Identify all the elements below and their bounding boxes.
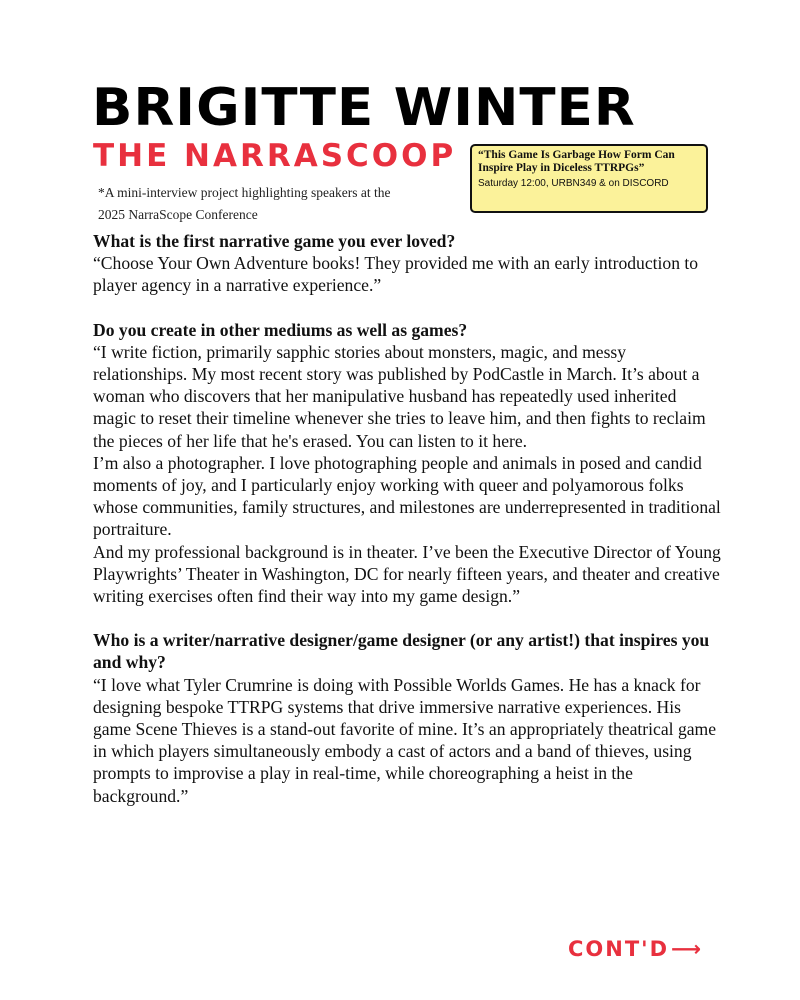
question-1: What is the first narrative game you ever loved?	[93, 231, 456, 251]
session-time: Saturday 12:00, URBN349 & on DISCORD	[478, 178, 669, 189]
speaker-name: BRIGITTE WINTER	[92, 78, 636, 138]
answer-1-paragraph: “Choose Your Own Adventure books! They provided me with an early introduction to player agency in a narrative experience.”	[93, 253, 699, 296]
session-callout	[470, 144, 708, 213]
answer-2-paragraph-2: I’m also a photographer. I love photographing people and animals in posed and candid moments of joy, and I particularly enjoy working with queer and polyamorous folks whose communities, family structures, and milestones are underrepresented in traditional portraiture.	[93, 452, 721, 540]
project-note	[98, 182, 468, 226]
arrow-right-icon: ⟶	[671, 937, 702, 961]
series-title: THE NARRASCOOP	[93, 138, 457, 174]
answer-3-paragraph: “I love what Tyler Crumrine is doing with Possible Worlds Games. He has a knack for designing bespoke TTRPG systems that drive immersive narrative experiences. His game Scene Thieves is a stand-out favorite of mine. It’s an appropriately theatrical game in which players simultaneously embody a cast of actors and a band of thieves, using prompts to improvise a play in real-time, while choreographing a heist in the background.”	[93, 674, 717, 806]
answer-2-paragraph-3: And my professional background is in theater. I’ve been the Executive Director of Young Playwrights’ Theater in Washington, DC for nearly fifteen years, and theater and creative writing exercises often find their way into my game design.”	[93, 541, 721, 607]
interview-body	[93, 230, 723, 807]
question-2: Do you create in other mediums as well as games?	[93, 319, 468, 340]
session-title: “This Game Is Garbage How Form Can Inspire Play in Diceless TTRPGs”	[478, 149, 675, 174]
answer-2-paragraph-1: “I write fiction, primarily sapphic stories about monsters, magic, and messy relationships. My most recent story was published by PodCastle in March. It’s about a woman who discovers that her manipulative husband has repeatedly used inherited magic to reset their timeline whenever she tries to leave him, and then fights to reclaim the pieces of her life that he's erased. You can listen to it here.	[93, 341, 706, 451]
project-note-line-1: *A mini-interview project highlighting speakers at the	[98, 185, 391, 200]
project-note-line-2: 2025 NarraScope Conference	[98, 207, 258, 222]
question-3: Who is a writer/narrative designer/game designer (or any artist!) that inspires you and why?	[93, 630, 710, 673]
continued-label: CONT'D	[568, 937, 670, 961]
continued-link[interactable]	[568, 937, 701, 961]
